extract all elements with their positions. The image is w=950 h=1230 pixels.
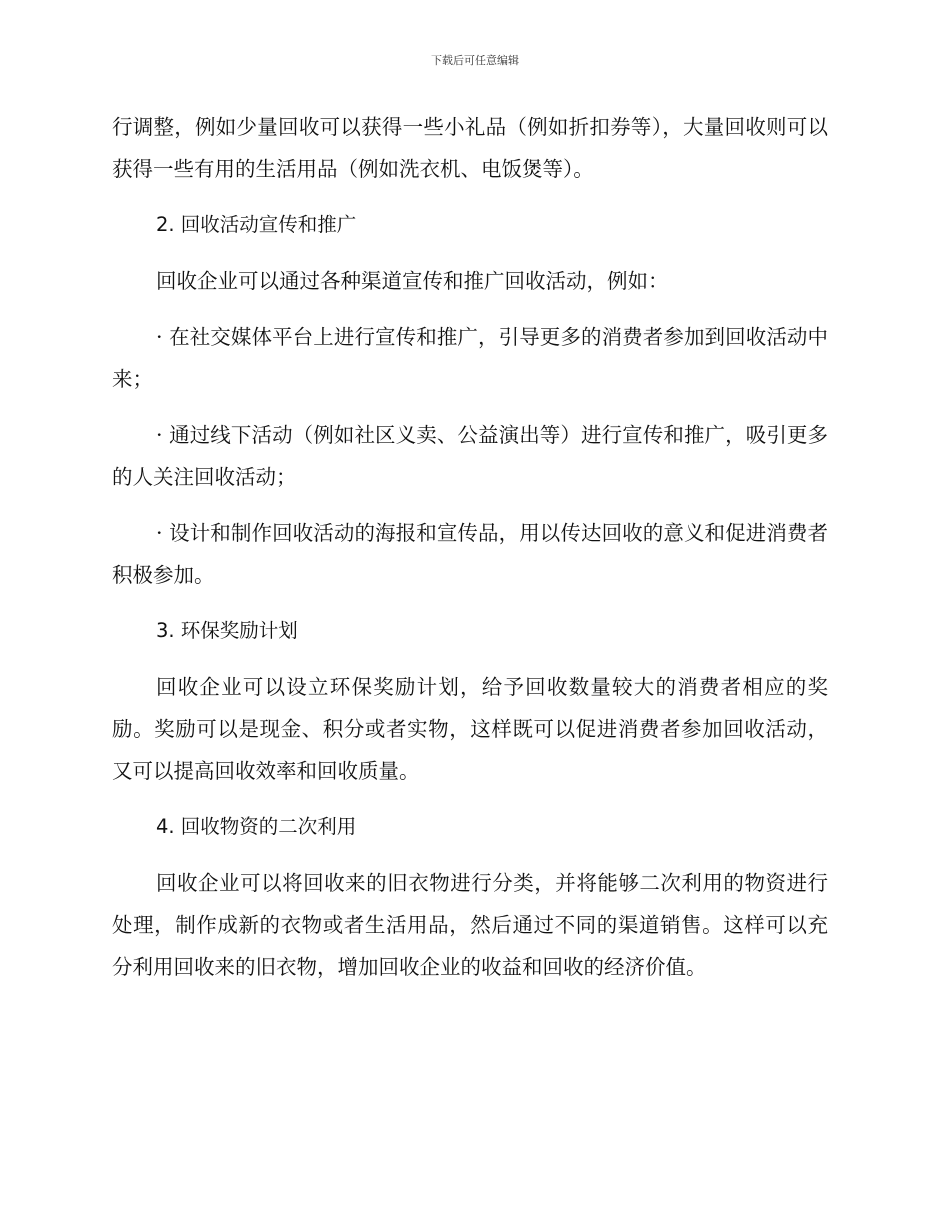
section-4-paragraph: 回收企业可以将回收来的旧衣物进行分类，并将能够二次利用的物资进行处理，制作成新的衣物或者生活用品，然后通过不同的渠道销售。这样可以充分利用回收来的旧衣物，增加回收企业的收益和回收的经济价值。 (112, 871, 828, 979)
section-2-intro: 回收企业可以通过各种渠道宣传和推广回收活动，例如： (156, 269, 669, 293)
section-4-heading: 4. 回收物资的二次利用 (156, 815, 357, 838)
section-2-heading: 2. 回收活动宣传和推广 (156, 213, 357, 236)
bullet-item: · 在社交媒体平台上进行宣传和推广，引导更多的消费者参加到回收活动中来； (112, 325, 828, 391)
section-3-heading: 3. 环保奖励计划 (156, 619, 298, 642)
bullet-item: · 通过线下活动（例如社区义卖、公益演出等）进行宣传和推广，吸引更多的人关注回收活动； (112, 423, 828, 489)
document-body (112, 106, 828, 988)
intro-continuation-paragraph: 行调整，例如少量回收可以获得一些小礼品（例如折扣券等），大量回收则可以获得一些有用的生活用品（例如洗衣机、电饭煲等）。 (112, 115, 828, 181)
bullet-item: · 设计和制作回收活动的海报和宣传品，用以传达回收的意义和促进消费者积极参加。 (112, 521, 828, 587)
page-header: 下载后可任意编辑 (431, 54, 519, 67)
section-3-paragraph: 回收企业可以设立环保奖励计划，给予回收数量较大的消费者相应的奖励。奖励可以是现金、积分或者实物，这样既可以促进消费者参加回收活动，又可以提高回收效率和回收质量。 (112, 675, 828, 783)
